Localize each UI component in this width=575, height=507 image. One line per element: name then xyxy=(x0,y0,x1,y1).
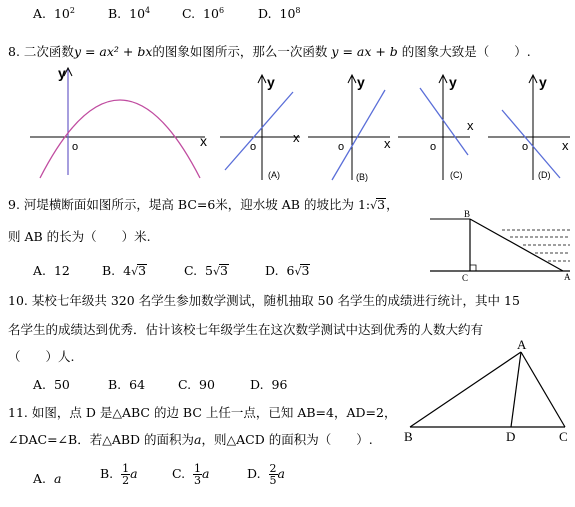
svg-text:y: y xyxy=(539,74,547,90)
q10-option-c: C. 90 xyxy=(178,377,215,392)
svg-text:o: o xyxy=(522,141,529,153)
q10-stem-line3: （ ）人. xyxy=(8,349,75,364)
q8-parabola-graph xyxy=(30,65,207,178)
q7-option-d: D. $10^8$ xyxy=(258,5,301,21)
svg-text:A: A xyxy=(564,272,571,282)
option-b-label: (B) xyxy=(356,172,368,182)
option-d-label: (D) xyxy=(538,170,551,180)
q11-stem-line1: 11. 如图，点 D 是△ABC 的边 BC 上任一点，已知 AB=4，AD=2， xyxy=(8,405,397,420)
q7-option-a: A. $10^2$ xyxy=(33,5,75,21)
q9-figure xyxy=(430,205,575,285)
svg-text:A: A xyxy=(517,337,527,352)
svg-text:y: y xyxy=(449,74,457,90)
q10-stem-line2: 名学生的成绩达到优秀．估计该校七年级学生在这次数学测试中达到优秀的人数大约有 xyxy=(8,322,484,337)
svg-text:D: D xyxy=(506,429,516,444)
svg-text:y: y xyxy=(267,74,275,90)
svg-text:C: C xyxy=(462,273,469,283)
q8-graphs xyxy=(0,60,575,185)
q9-option-b: B. 4√3 xyxy=(102,263,147,278)
q10-option-b: B. 64 xyxy=(108,377,146,392)
q8-option-c-graph xyxy=(398,74,474,180)
y-label: y xyxy=(58,65,66,81)
q8-stem: 8. 二次函数y = ax² + bx的图象如图所示，那么一次函数 y = ax + b 的图象大致是（ ）. xyxy=(8,44,531,59)
svg-text:o: o xyxy=(338,141,345,153)
svg-text:y: y xyxy=(357,74,365,90)
q10-option-a: A. 50 xyxy=(33,377,70,392)
svg-text:C: C xyxy=(559,429,568,444)
svg-text:B: B xyxy=(464,209,471,219)
q9-option-d: D. 6√3 xyxy=(265,263,310,278)
origin-label: o xyxy=(72,141,79,153)
q8-option-b-graph xyxy=(308,74,391,182)
q11-option-a: A. a xyxy=(33,471,62,486)
q8-option-a-graph xyxy=(220,74,300,180)
svg-text:x: x xyxy=(562,138,569,153)
option-a-label: (A) xyxy=(268,170,280,180)
svg-text:o: o xyxy=(250,141,257,153)
q9-stem-line2: 则 AB 的长为（ ）米. xyxy=(8,229,151,244)
q7-option-c: C. $10^6$ xyxy=(182,5,225,21)
q9-option-a: A. 12 xyxy=(33,263,70,278)
q11-stem-line2: ∠DAC=∠B．若△ABD 的面积为a，则△ACD 的面积为（ ）. xyxy=(8,432,373,447)
svg-text:x: x xyxy=(467,118,474,133)
q9-option-c: C. 5√3 xyxy=(184,263,228,278)
q10-stem-line1: 10. 某校七年级共 320 名学生参加数学测试，随机抽取 50 名学生的成绩进行统计，其中 15 xyxy=(8,293,520,308)
option-c-label: (C) xyxy=(450,170,463,180)
svg-text:o: o xyxy=(430,141,437,153)
q11-figure xyxy=(395,335,575,445)
q9-stem-line1: 9. 河堤横断面如图所示，堤高 BC=6米，迎水坡 AB 的坡比为 1:√3， xyxy=(8,197,399,212)
q11-option-d: D. $\frac{2}{5}$ a xyxy=(247,462,285,487)
svg-text:x: x xyxy=(384,136,391,151)
svg-text:B: B xyxy=(404,429,413,444)
q11-option-c: C. $\frac{1}{3}$ a xyxy=(172,462,210,487)
x-label: x xyxy=(200,133,207,149)
parabola-curve xyxy=(40,100,200,178)
q10-option-d: D. 96 xyxy=(250,377,288,392)
q11-option-b: B. $\frac{1}{2}$ a xyxy=(100,462,138,487)
q8-option-d-graph xyxy=(488,74,570,180)
svg-text:x: x xyxy=(293,130,300,145)
q7-option-b: B. $10^4$ xyxy=(108,5,151,21)
